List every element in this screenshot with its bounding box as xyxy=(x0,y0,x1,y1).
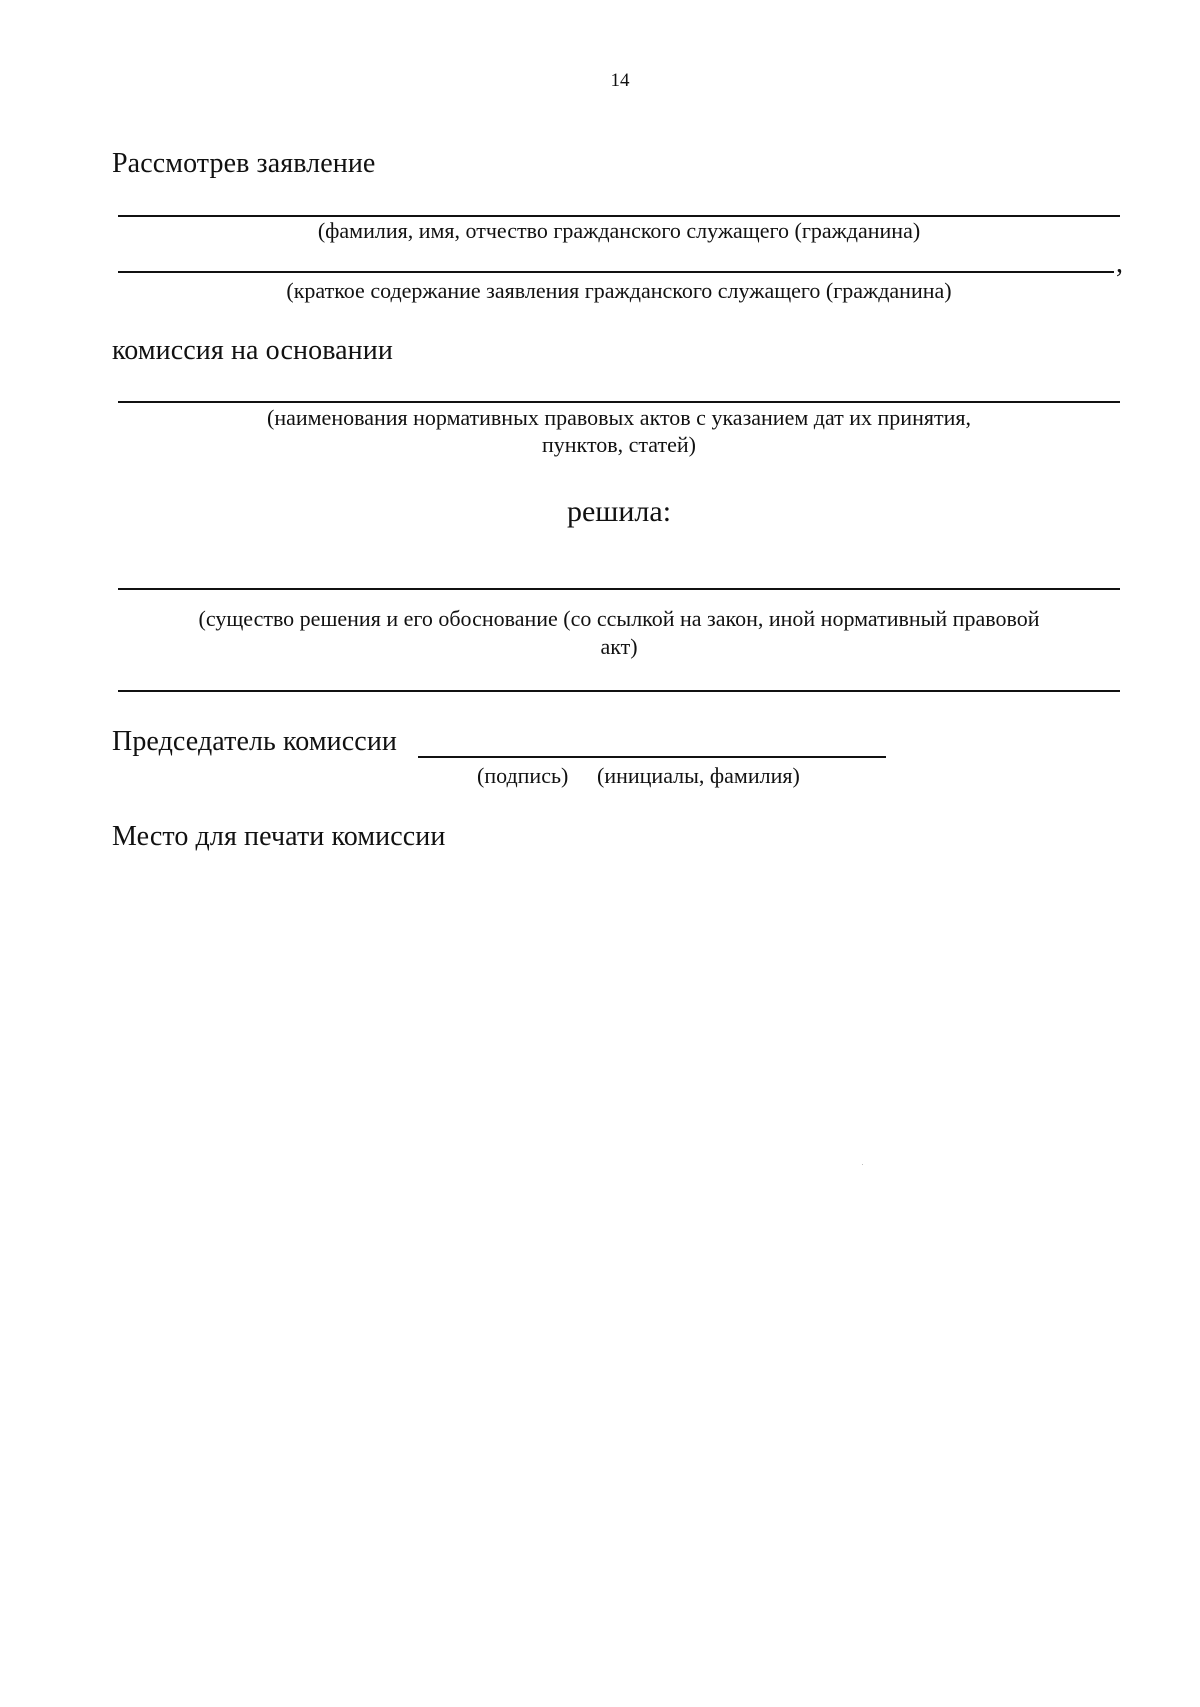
acts-fill-line xyxy=(118,401,1120,403)
caption-summary: (краткое содержание заявления гражданского служащего (гражданина) xyxy=(286,278,952,303)
caption-essence-line1: (существо решения и его обоснование (со ссылкой на закон, иной нормативный правовой xyxy=(198,606,1040,631)
caption-essence-line2: акт) xyxy=(600,634,638,659)
scan-speck xyxy=(862,1164,863,1165)
caption-fio: (фамилия, имя, отчество гражданского служащего (гражданина) xyxy=(317,218,921,243)
page-number: 14 xyxy=(610,70,630,91)
chairman-label: Председатель комиссии xyxy=(112,726,397,757)
fio-fill-line xyxy=(118,215,1120,217)
decided-heading: решила: xyxy=(566,495,672,528)
caption-acts-line2: пунктов, статей) xyxy=(542,432,696,457)
intro-label: Рассмотрев заявление xyxy=(112,148,376,179)
caption-signature: (подпись) xyxy=(477,763,569,788)
essence-second-fill-line xyxy=(118,690,1120,692)
caption-initials: (инициалы, фамилия) xyxy=(597,763,800,788)
basis-label: комиссия на основании xyxy=(112,335,393,366)
caption-acts-line1: (наименования нормативных правовых актов с указанием дат их принятия, xyxy=(267,405,971,430)
signature-fill-line xyxy=(418,756,886,758)
seal-place-label: Место для печати комиссии xyxy=(112,821,446,852)
summary-fill-line xyxy=(118,271,1114,273)
summary-comma: , xyxy=(1116,248,1123,279)
essence-fill-line xyxy=(118,588,1120,590)
